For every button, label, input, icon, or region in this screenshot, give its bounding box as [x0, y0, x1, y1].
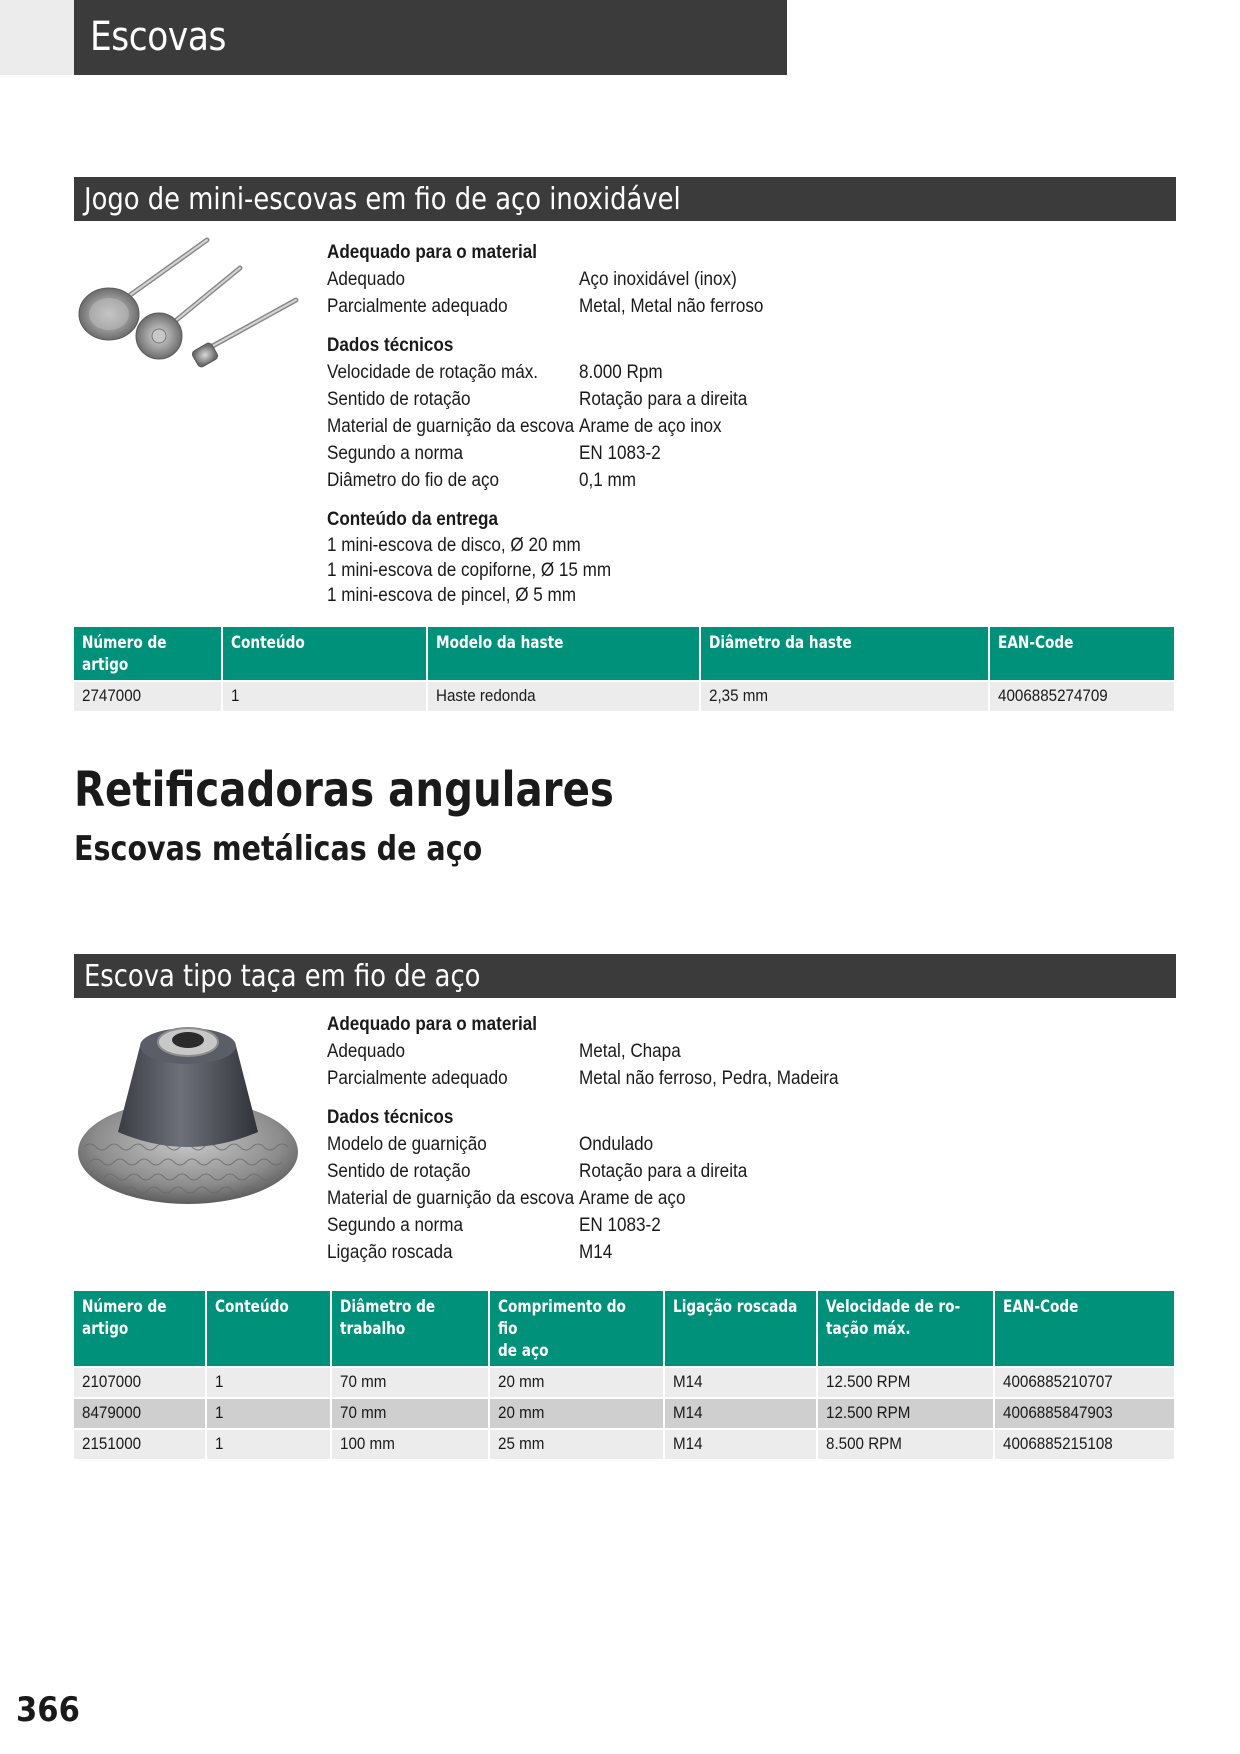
category-subtitle: Escovas metálicas de aço	[74, 829, 483, 869]
mini-brush-set-image	[74, 236, 304, 386]
spec-row: Sentido de rotação Rotação para a direita	[327, 389, 748, 410]
spec-row: Segundo a norma EN 1083-2	[327, 1215, 661, 1236]
spec-row: Sentido de rotação Rotação para a direita	[327, 1161, 748, 1182]
spec-row: Segundo a norma EN 1083-2	[327, 443, 661, 464]
col-header: Velocidade de ro- tação máx.	[818, 1291, 992, 1366]
col-header: EAN-Code	[995, 1291, 1174, 1366]
chapter-title: Escovas	[90, 14, 226, 60]
delivery-item: 1 mini-escova de copiforne, Ø 15 mm	[327, 560, 612, 581]
spec-row: Parcialmente adequado Metal não ferroso, Pedra, Madeira	[327, 1068, 839, 1089]
cup-brush-image	[74, 1012, 302, 1212]
col-header: Ligação roscada	[665, 1291, 816, 1366]
section1-specs	[327, 239, 867, 608]
category-title: Retificadoras angulares	[74, 762, 614, 818]
col-header: Número de artigo	[74, 1291, 205, 1366]
delivery-heading: Conteúdo da entrega	[327, 509, 499, 530]
col-header: EAN-Code	[990, 627, 1174, 680]
material-heading: Adequado para o material	[327, 242, 538, 263]
section2-specs	[327, 1011, 867, 1266]
section-title: Escova tipo taça em fio de aço	[84, 959, 481, 994]
table-header-row	[74, 1291, 1174, 1366]
section-title: Jogo de mini-escovas em fio de aço inoxidável	[84, 182, 681, 217]
spec-row: Adequado Aço inoxidável (inox)	[327, 269, 737, 290]
col-header: Número de artigo	[74, 627, 221, 680]
table-row: 2747000 1 Haste redonda 2,35 mm 4006885274709	[74, 680, 1174, 711]
product-table-mini-brushes	[72, 627, 1176, 711]
spec-row: Velocidade de rotação máx. 8.000 Rpm	[327, 362, 663, 383]
col-header: Comprimento do fio de aço	[490, 1291, 663, 1366]
section-header-cup-brush	[74, 954, 1176, 998]
delivery-item: 1 mini-escova de disco, Ø 20 mm	[327, 535, 581, 556]
page-number: 366	[16, 1690, 80, 1730]
col-header: Conteúdo	[223, 627, 426, 680]
product-table-cup-brush	[72, 1291, 1176, 1459]
col-header: Diâmetro da haste	[701, 627, 988, 680]
table-header-row	[74, 627, 1174, 680]
table-row: 8479000 1 70 mm 20 mm M14 12.500 RPM 4006885847903	[74, 1397, 1174, 1428]
spec-row: Material de guarnição da escova Arame de aço	[327, 1188, 686, 1209]
spec-row: Ligação roscada M14	[327, 1242, 613, 1263]
table-row: 2107000 1 70 mm 20 mm M14 12.500 RPM 4006885210707	[74, 1366, 1174, 1397]
delivery-item: 1 mini-escova de pincel, Ø 5 mm	[327, 585, 577, 606]
chapter-header	[74, 0, 787, 75]
spec-row: Modelo de guarnição Ondulado	[327, 1134, 654, 1155]
section-header-mini-brushes	[74, 177, 1176, 221]
tech-heading: Dados técnicos	[327, 1107, 454, 1128]
spec-row: Material de guarnição da escova Arame de aço inox	[327, 416, 722, 437]
table-row: 2151000 1 100 mm 25 mm M14 8.500 RPM 4006885215108	[74, 1428, 1174, 1459]
material-heading: Adequado para o material	[327, 1014, 538, 1035]
tech-heading: Dados técnicos	[327, 335, 454, 356]
spec-row: Adequado Metal, Chapa	[327, 1041, 681, 1062]
col-header: Diâmetro de trabalho	[332, 1291, 488, 1366]
spec-row: Parcialmente adequado Metal, Metal não ferroso	[327, 296, 764, 317]
spec-row: Diâmetro do fio de aço 0,1 mm	[327, 470, 637, 491]
col-header: Conteúdo	[207, 1291, 329, 1366]
corner-strip	[0, 0, 74, 75]
col-header: Modelo da haste	[428, 627, 699, 680]
